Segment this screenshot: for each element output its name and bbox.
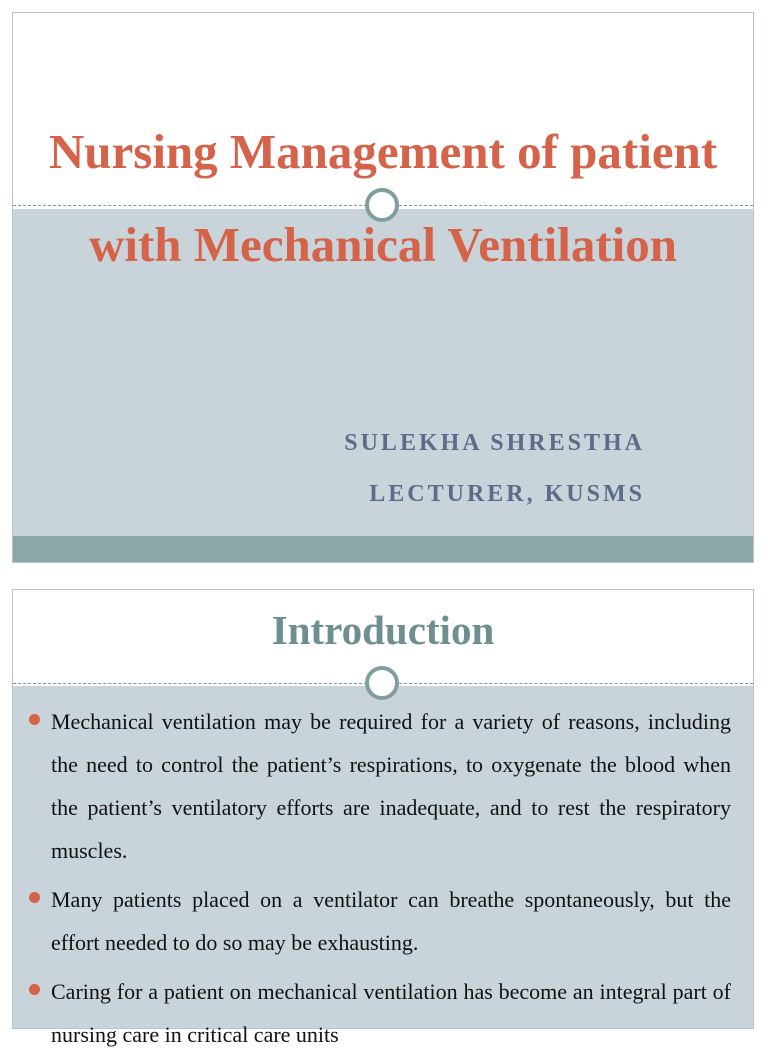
bullet-dot-icon <box>29 892 40 903</box>
bullet-text: Caring for a patient on mechanical ventilation has become an integral part of nursing care in critical care units <box>51 979 731 1047</box>
author-name: SULEKHA SHRESTHA <box>344 430 645 456</box>
bullet-dot-icon <box>29 984 40 995</box>
author-role: LECTURER, KUSMS <box>369 481 645 507</box>
footer-band <box>13 536 753 562</box>
ring-icon <box>365 666 399 700</box>
slide-heading: Introduction <box>271 607 495 653</box>
title-slide <box>12 12 754 563</box>
list-item <box>51 970 731 1056</box>
list-item <box>51 878 731 964</box>
bullet-dot-icon <box>29 714 40 725</box>
bullet-text: Mechanical ventilation may be required for a variety of reasons, including the need to control the patient’s respirations, to oxygenate the blood when the patient’s ventilatory efforts are inadequate, and to rest the respiratory muscles. <box>51 709 731 863</box>
introduction-slide <box>12 589 754 1047</box>
bullet-text: Many patients placed on a ventilator can breathe spontaneously, but the effort needed to do so may be exhausting. <box>51 887 731 955</box>
bullet-list <box>51 700 731 1062</box>
list-item <box>51 700 731 872</box>
slide-title: Nursing Management of patient with Mechanical Ventilation <box>48 124 718 272</box>
